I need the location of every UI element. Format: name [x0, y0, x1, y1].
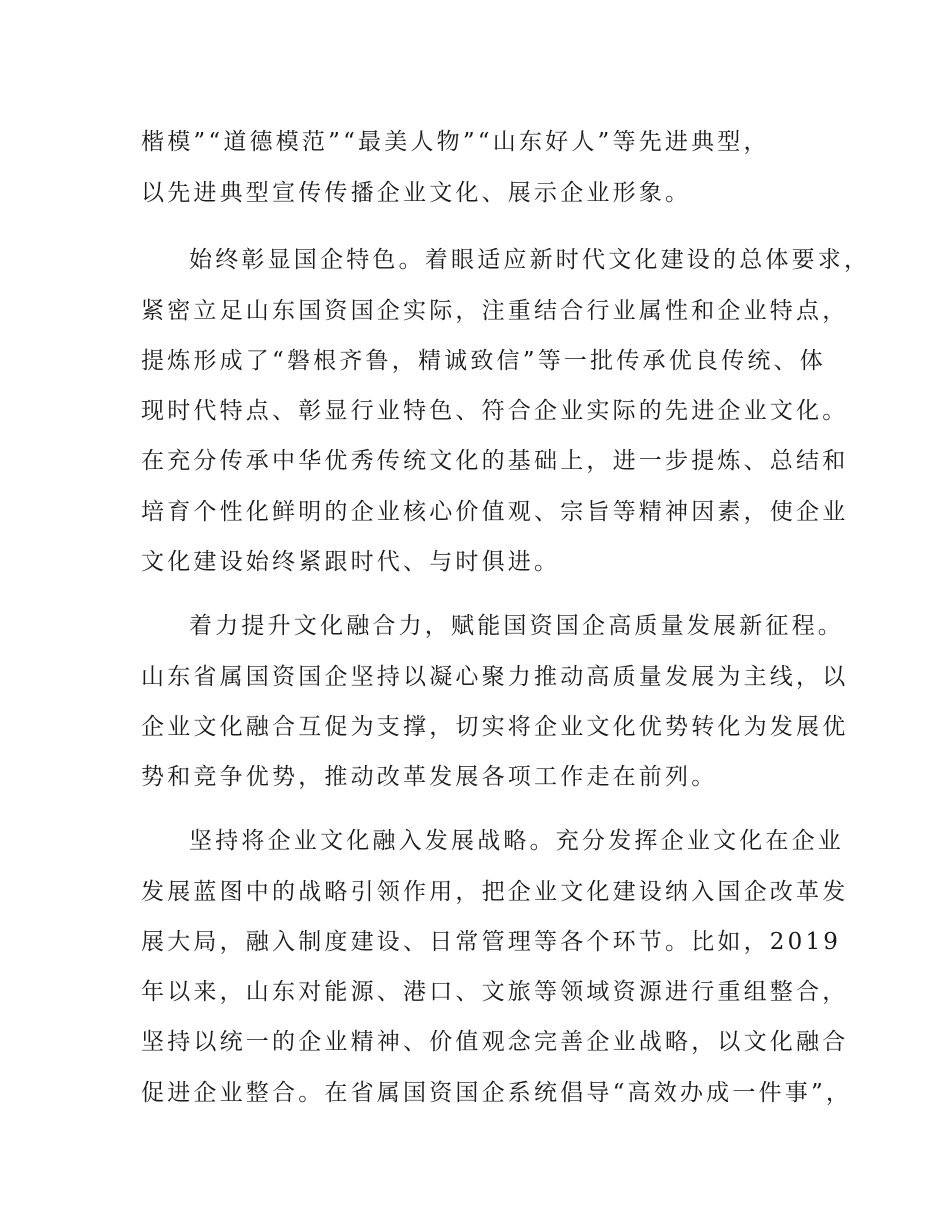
text-line: 在充分传承中华优秀传统文化的基础上，进一步提炼、总结和	[141, 448, 849, 474]
text-line: 势和竞争优势，推动改革发展各项工作走在前列。	[141, 764, 718, 790]
text-line: 展大局，融入制度建设、日常管理等各个环节。比如，2019	[141, 929, 842, 955]
text-line: 山东省属国资国企坚持以凝心聚力推动高质量发展为主线，以	[141, 664, 849, 690]
text-line: 以先进典型宣传传播企业文化、展示企业形象。	[141, 180, 692, 206]
text-line: 现时代特点、彰显行业特色、符合企业实际的先进企业文化。	[141, 398, 849, 424]
text-line: 楷模”“道德模范”“最美人物”“山东好人”等先进典型，	[141, 129, 770, 155]
text-line: 着力提升文化融合力，赋能国资国企高质量发展新征程。	[189, 613, 844, 639]
text-line: 坚持以统一的企业精神、价值观念完善企业战略，以文化融合	[141, 1029, 849, 1055]
text-line: 始终彰显国企特色。着眼适应新时代文化建设的总体要求，	[189, 247, 871, 273]
text-line: 紧密立足山东国资国企实际，注重结合行业属性和企业特点，	[141, 298, 849, 324]
text-line: 发展蓝图中的战略引领作用，把企业文化建设纳入国企改革发	[141, 879, 849, 905]
text-line: 坚持将企业文化融入发展战略。充分发挥企业文化在企业	[189, 828, 844, 854]
text-line: 企业文化融合互促为支撑，切实将企业文化优势转化为发展优	[141, 714, 849, 740]
text-line: 培育个性化鲜明的企业核心价值观、宗旨等精神因素，使企业	[141, 499, 849, 525]
text-line: 促进企业整合。在省属国资国企系统倡导“高效办成一件事”，	[141, 1080, 853, 1106]
text-line: 年以来，山东对能源、港口、文旅等领域资源进行重组整合，	[141, 979, 849, 1005]
text-line: 提炼形成了“磐根齐鲁，精诚致信”等一批传承优良传统、体	[141, 348, 826, 374]
text-line: 文化建设始终紧跟时代、与时俱进。	[141, 549, 561, 575]
